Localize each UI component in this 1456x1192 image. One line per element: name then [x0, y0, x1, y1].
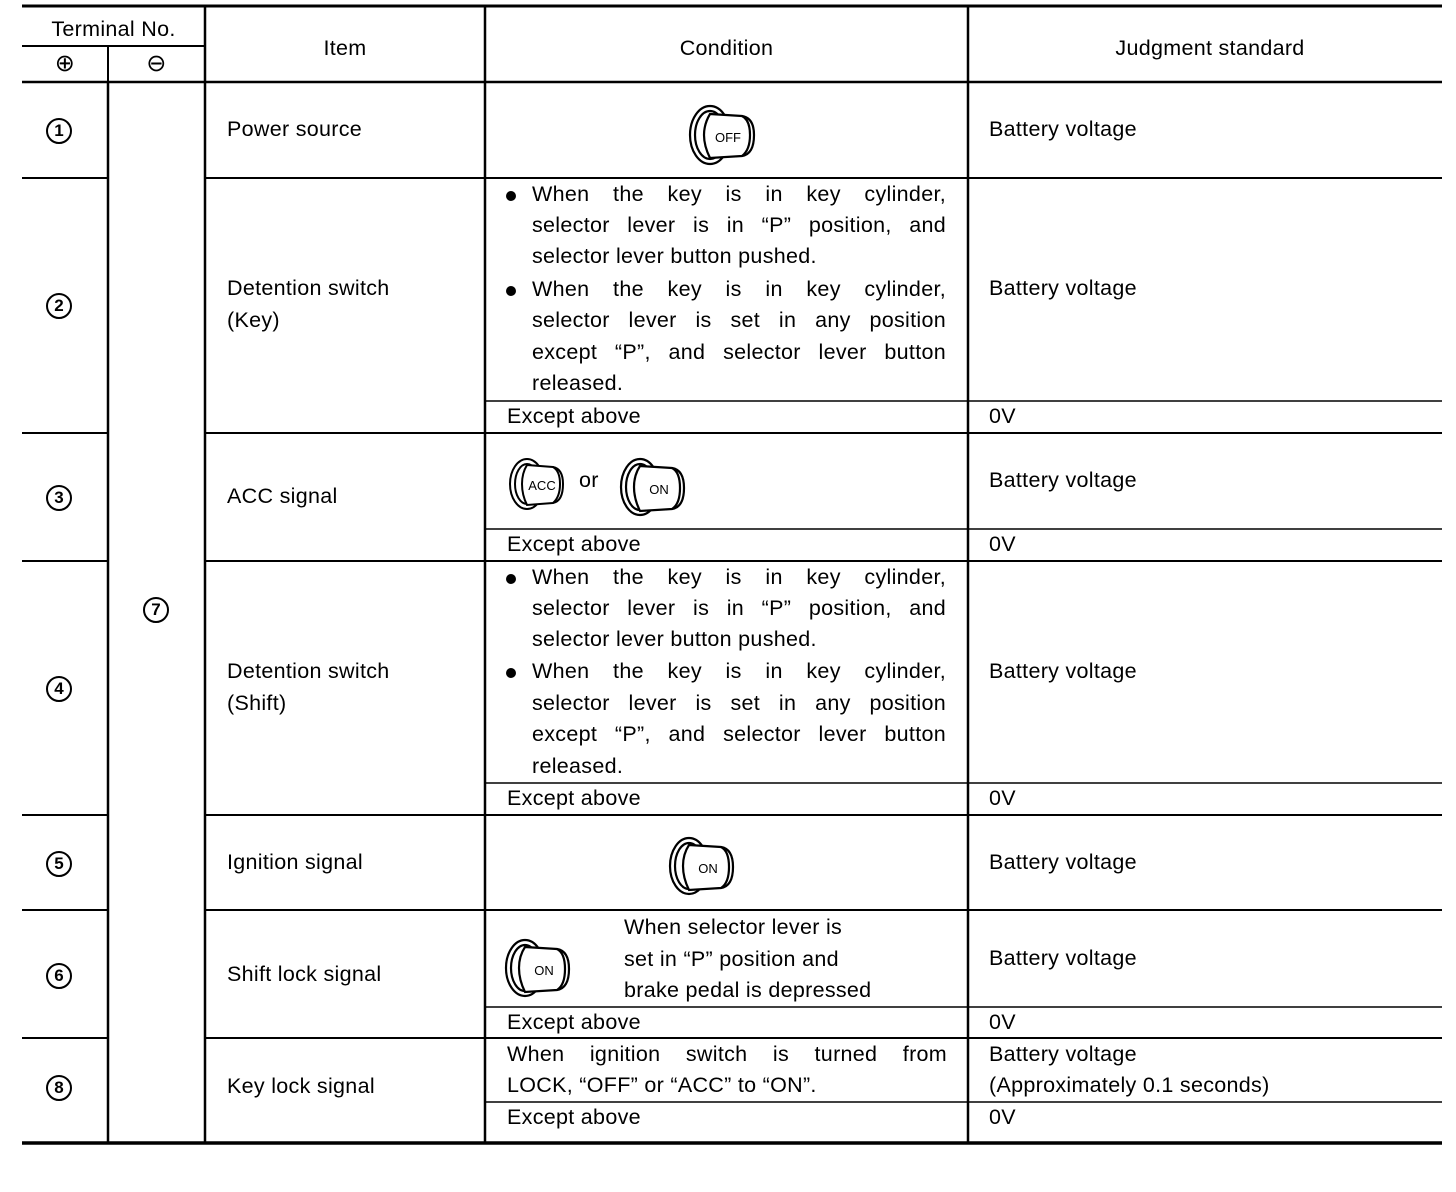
key-on-icon: [503, 936, 575, 1002]
except-judgment: 0V: [989, 404, 1016, 428]
condition-line: When the key is in key cylinder,: [532, 182, 946, 206]
condition-line: When the key is in key cylinder,: [532, 659, 946, 683]
svg-text:ACC: ACC: [528, 478, 556, 493]
condition-line: except “P”, and selector lever button: [532, 722, 946, 746]
key-acc-icon: [507, 455, 569, 513]
judgment-text: Battery voltage: [989, 117, 1137, 141]
key-off-icon: [686, 102, 762, 168]
except-above-label: Except above: [507, 786, 641, 810]
header-item: Item: [323, 36, 367, 60]
judgment-text: (Approximately 0.1 seconds): [989, 1073, 1270, 1097]
condition-line: When selector lever is: [624, 915, 843, 939]
item-label: (Key): [227, 308, 280, 332]
except-above-label: Except above: [507, 404, 641, 428]
svg-text:ON: ON: [534, 963, 554, 978]
judgment-text: Battery voltage: [989, 276, 1137, 300]
condition-line: When ignition switch is turned from: [507, 1042, 947, 1066]
condition-line: set in “P” position and: [624, 947, 839, 971]
condition-line: selector lever is in “P” position, and: [532, 213, 946, 237]
except-judgment: 0V: [989, 532, 1016, 556]
terminal-number: 1: [46, 118, 72, 144]
condition-line: selector lever is set in any position: [532, 691, 946, 715]
condition-line: released.: [532, 754, 624, 778]
condition-line: brake pedal is depressed: [624, 978, 872, 1002]
bullet: [506, 191, 516, 201]
terminal-number: 4: [46, 676, 72, 702]
condition-line: LOCK, “OFF” or “ACC” to “ON”.: [507, 1073, 817, 1097]
condition-line: selector lever button pushed.: [532, 244, 817, 268]
except-judgment: 0V: [989, 786, 1016, 810]
judgment-text: Battery voltage: [989, 946, 1137, 970]
judgment-text: Battery voltage: [989, 468, 1137, 492]
terminal-number: 5: [46, 851, 72, 877]
svg-text:ON: ON: [649, 482, 669, 497]
except-above-label: Except above: [507, 532, 641, 556]
condition-line: When the key is in key cylinder,: [532, 565, 946, 589]
item-label: Key lock signal: [227, 1074, 375, 1098]
terminal-number: 3: [46, 485, 72, 511]
key-on-icon: [618, 455, 690, 521]
item-label: Shift lock signal: [227, 962, 382, 986]
except-above-label: Except above: [507, 1010, 641, 1034]
bullet: [506, 668, 516, 678]
key-on-icon: [667, 834, 739, 900]
except-judgment: 0V: [989, 1105, 1016, 1129]
judgment-text: Battery voltage: [989, 659, 1137, 683]
bullet: [506, 574, 516, 584]
item-label: Detention switch: [227, 659, 390, 683]
judgment-text: Battery voltage: [989, 850, 1137, 874]
header-judgment: Judgment standard: [1115, 36, 1305, 60]
judgment-text: Battery voltage: [989, 1042, 1137, 1066]
header-condition: Condition: [679, 36, 774, 60]
except-judgment: 0V: [989, 1010, 1016, 1034]
terminal-number: 8: [46, 1075, 72, 1101]
item-label: Power source: [227, 117, 363, 141]
ground-terminal-number: 7: [143, 597, 169, 623]
svg-text:ON: ON: [698, 861, 718, 876]
condition-line: released.: [532, 371, 624, 395]
bullet: [506, 286, 516, 296]
condition-line: When the key is in key cylinder,: [532, 277, 946, 301]
svg-text:OFF: OFF: [715, 130, 741, 145]
item-label: (Shift): [227, 691, 287, 715]
terminal-number: 6: [46, 963, 72, 989]
item-label: Ignition signal: [227, 850, 363, 874]
condition-line: selector lever is in “P” position, and: [532, 596, 946, 620]
except-above-label: Except above: [507, 1105, 641, 1129]
header-minus-terminal: ⊖: [146, 50, 167, 77]
terminal-number: 2: [46, 293, 72, 319]
condition-line: except “P”, and selector lever button: [532, 340, 946, 364]
or-text: or: [579, 468, 599, 492]
header-plus-terminal: ⊕: [54, 50, 76, 77]
item-label: ACC signal: [227, 484, 338, 508]
condition-line: selector lever is set in any position: [532, 308, 946, 332]
condition-line: selector lever button pushed.: [532, 627, 817, 651]
header-terminal-no: Terminal No.: [51, 17, 176, 41]
item-label: Detention switch: [227, 276, 390, 300]
